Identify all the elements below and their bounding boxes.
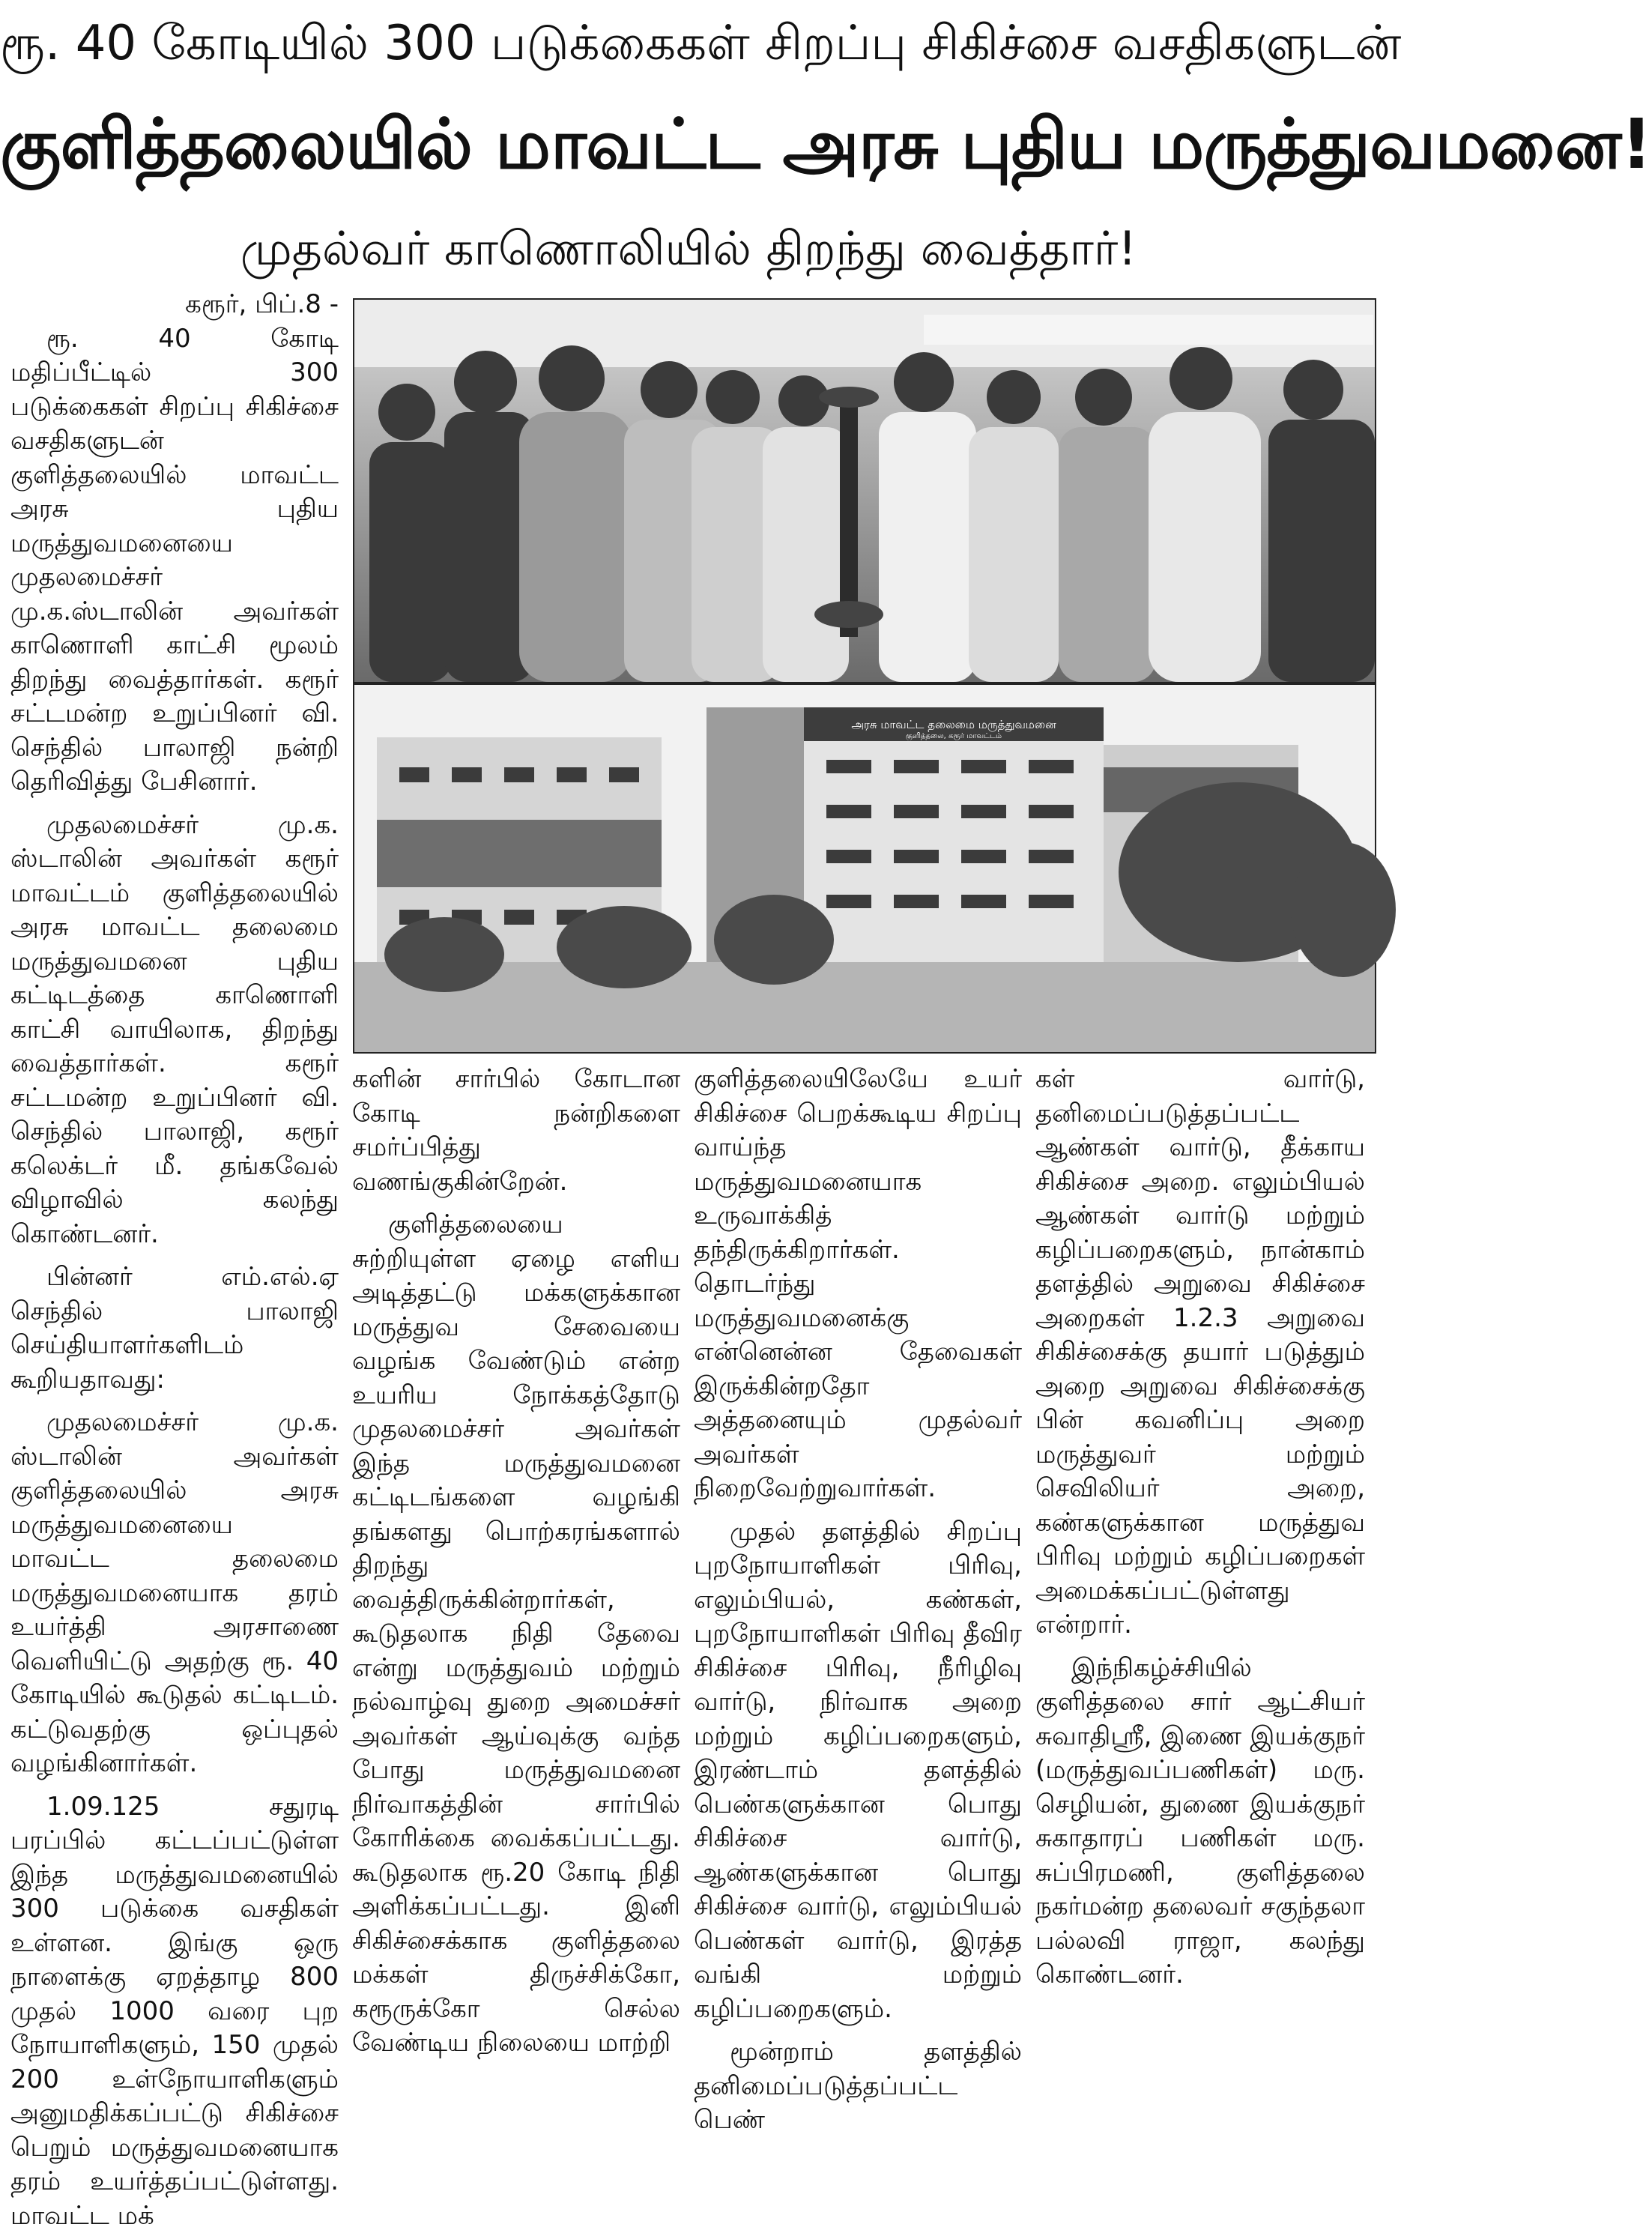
paragraph: கள் வார்டு, தனிமைப்படுத்தப்பட்ட ஆண்கள் வார்டு, தீக்காய சிகிச்சை அறை. எலும்பியல் ஆண்கள் வார்டு மற்றும் கழிப்பறைகளும், நான்காம் தளத்தில் அறுவை சிகிச்சை அறைகள் 1.2.3 அறுவை சிகிச்சைக்கு தயார் படுத்தும் அறை அறுவை சிகிச்சைக்கு பின் கவனிப்பு அறை மருத்துவர் மற்றும் செவிலியர் அறை, கண்களுக்கான மருத்துவ பிரிவு மற்றும் கழிப்பறைகள் அமைக்கப்பட்டுள்ளது என்றார். (1035, 1063, 1365, 1643)
paragraph: முதல் தளத்தில் சிறப்பு புறநோயாளிகள் பிரிவு, எலும்பியல், கண்கள், புறநோயாளிகள் பிரிவு தீவிர சிகிச்சை பிரிவு, நீரிழிவு வார்டு, நிர்வாக அறை மற்றும் கழிப்பறைகளும், இரண்டாம் தளத்தில் பெண்களுக்கான பொது சிகிச்சை வார்டு, ஆண்களுக்கான பொது சிகிச்சை வார்டு, எலும்பியல் பெண்கள் வார்டு, இரத்த வங்கி மற்றும் கழிப்பறைகளும். (694, 1515, 1022, 2027)
ceremony-illustration (354, 300, 1375, 682)
sub-headline: முதல்வர் காணொலியில் திறந்து வைத்தார்! (0, 211, 1377, 286)
ceremony-photo (353, 298, 1376, 683)
paragraph: 1.09.125 சதுரடி பரப்பில் கட்டப்பட்டுள்ள இந்த மருத்துவமனையில் 300 படுக்கை வசதிகள் உள்ளன. இங்கு ஒரு நாளைக்கு ஏறத்தாழ 800 முதல் 1000 வரை புற நோயாளிகளும், 150 முதல் 200 உள்நோயாளிகளும் அனுமதிக்கப்பட்டு சிகிச்சை பெறும் மருத்துவமனையாக தரம் உயர்த்தப்பட்டுள்ளது. மாவட்ட மக் (10, 1790, 339, 2233)
paragraph: களின் சார்பில் கோடான கோடி நன்றிகளை சமர்ப்பித்து வணங்குகின்றேன். (352, 1063, 680, 1199)
paragraph: இந்நிகழ்ச்சியில் குளித்தலை சார் ஆட்சியர் சுவாதிஸ்ரீ, இணை இயக்குநர் (மருத்துவப்பணிகள்) மரு. செழியன், துணை இயக்குநர் சுகாதாரப் பணிகள் மரு. சுப்பிரமணி, குளித்தலை நகர்மன்ற தலைவர் சகுந்தலா பல்லவி ராஜா, கலந்து கொண்டனர். (1035, 1652, 1365, 1992)
paragraph: முதலமைச்சர் மு.க. ஸ்டாலின் அவர்கள் கரூர் மாவட்டம் குளித்தலையில் அரசு மாவட்ட தலைமை மருத்துவமனை புதிய கட்டிடத்தை காணொளி காட்சி வாயிலாக, திறந்து வைத்தார்கள். கரூர் சட்டமன்ற உறுப்பினர் வி. செந்தில் பாலாஜி, கரூர் கலெக்டர் மீ. தங்கவேல் விழாவில் கலந்து கொண்டனர். (10, 809, 339, 1252)
dateline: கரூர், பிப்.8 - (10, 288, 339, 322)
article-column-1 (10, 288, 339, 1891)
hospital-sign-text: அரசு மாவட்ட தலைமை மருத்துவமனை (851, 718, 1056, 731)
main-headline: குளித்தலையில் மாவட்ட அரசு புதிய மருத்துவமனை! (0, 88, 1377, 201)
paragraph: குளித்தலையை சுற்றியுள்ள ஏழை எளிய அடித்தட்டு மக்களுக்கான மருத்துவ சேவையை வழங்க வேண்டும் என்ற உயரிய நோக்கத்தோடு முதலமைச்சர் அவர்கள் இந்த மருத்துவமனை கட்டிடங்களை வழங்கி தங்களது பொற்கரங்களால் திறந்து வைத்திருக்கின்றார்கள், கூடுதலாக நிதி தேவை என்று மருத்துவம் மற்றும் நல்வாழ்வு துறை அமைச்சர் அவர்கள் ஆய்வுக்கு வந்த போது மருத்துவமனை நிர்வாகத்தின் சார்பில் கோரிக்கை வைக்கப்பட்டது. கூடுதலாக ரூ.20 கோடி நிதி அளிக்கப்பட்டது. இனி சிகிச்சைக்காக குளித்தலை மக்கள் திருச்சிக்கோ, கரூருக்கோ செல்ல வேண்டிய நிலையை மாற்றி (352, 1208, 680, 2061)
article-column-3 (694, 1063, 1022, 1891)
paragraph: பின்னர் எம்.எல்.ஏ செந்தில் பாலாஜி செய்தியாளர்களிடம் கூறியதாவது: (10, 1260, 339, 1397)
kicker-headline: ரூ. 40 கோடியில் 300 படுக்கைகள் சிறப்பு சிகிச்சை வசதிகளுடன் (0, 12, 1377, 75)
paragraph: மூன்றாம் தளத்தில் தனிமைப்படுத்தப்பட்ட பெண் (694, 2035, 1022, 2138)
hospital-building-photo (353, 683, 1376, 1054)
paragraph: முதலமைச்சர் மு.க. ஸ்டாலின் அவர்கள் குளித்தலையில் அரசு மருத்துவமனையை மாவட்ட தலைமை மருத்துவமனையாக தரம் உயர்த்தி அரசாணை வெளியிட்டு அதற்கு ரூ. 40 கோடியில் கூடுதல் கட்டிடம். கட்டுவதற்கு ஒப்புதல் வழங்கினார்கள். (10, 1406, 339, 1781)
building-illustration (354, 685, 1375, 1052)
paragraph: குளித்தலையிலேயே உயர் சிகிச்சை பெறக்கூடிய சிறப்பு வாய்ந்த மருத்துவமனையாக உருவாக்கித் தந்திருக்கிறார்கள். தொடர்ந்து மருத்துவமனைக்கு என்னென்ன தேவைகள் இருக்கின்றதோ அத்தனையும் முதல்வர் அவர்கள் நிறைவேற்றுவார்கள். (694, 1063, 1022, 1506)
article-column-4 (1035, 1063, 1365, 1891)
hospital-sign-subtext: குளித்தலை, கரூர் மாவட்டம் (906, 732, 1002, 741)
article-column-2 (352, 1063, 680, 1891)
paragraph: ரூ. 40 கோடி மதிப்பீட்டில் 300 படுக்கைகள் சிறப்பு சிகிச்சை வசதிகளுடன் குளித்தலையில் மாவட்ட அரசு புதிய மருத்துவமனையை முதலமைச்சர் மு.க.ஸ்டாலின் அவர்கள் காணொளி காட்சி மூலம் திறந்து வைத்தார்கள். கரூர் சட்டமன்ற உறுப்பினர் வி. செந்தில் பாலாஜி நன்றி தெரிவித்து பேசினார். (10, 322, 339, 800)
